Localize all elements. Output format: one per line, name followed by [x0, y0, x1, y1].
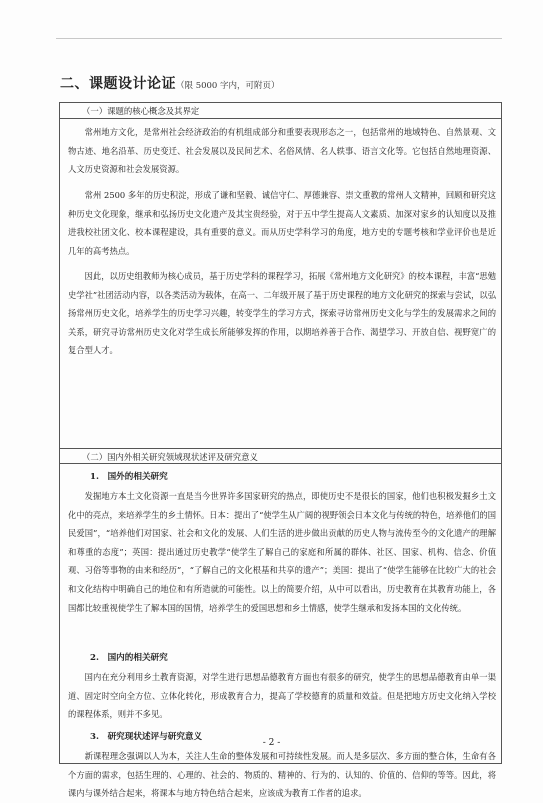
page-number: - 2 -: [262, 738, 281, 748]
section-1-paragraph-3: 因此，以历史组教师为核心成员，基于历史学科的课程学习，拓展《常州地方文化研究》的校本课程，丰富“思勉史学社”社团活动内容，以各类活动为载体，在高一、二年级开展了基于历史课程的地方文化研究的探索与尝试，以弘扬常州历史文化，培养学生的历史学习兴趣，转变学生的学习方式，探索寻访常州历史文化与学生的发展需求之间的关系，研究寻访常州历史文化对学生成长所能够发挥的作用，以期培养善于合作、渴望学习、开放自信、视野宽广的复合型人才。: [68, 271, 496, 356]
heading-title: 二、课题设计论证: [60, 76, 176, 92]
heading-note: （限 5000 字内，可附页）: [176, 81, 280, 91]
section-1-paragraph-2: 常州 2500 多年的历史积淀，形成了谦和坚毅、诚信守仁、厚德兼容、崇文重教的常州人文精神，回顾和研究这种历史文化现象，继承和弘扬历史文化遗产及其宝贵经验，对于五中学生提高人文素质、加深对家乡的认知度以及推进我校社团文化、校本课程建设，具有重要的意义。而从历史学科学习的角度，地方史的专题考核和学业评价也是近几年的高考热点。: [68, 190, 496, 256]
section-2-paragraph-review: 新课程理念强调以人为本，关注人生命的整体发展和可持续性发展。而人是多层次、多方面的整合体，生命有各个方面的需求，包括生理的、心理的、社会的、物质的、精神的、行为的、认知的、价值的、信仰的等等。因此，将课内与课外结合起来，将课本与地方特色结合起来，应该成为教育工作者的追求。: [68, 751, 496, 799]
section-1-header: （一）课题的核心概念及其界定: [60, 103, 501, 119]
section-2-paragraph-domestic: 国内在充分利用乡土教育资源，对学生进行思想品德教育方面也有很多的研究，使学生的思想品德教育由单一渠道、固定时空向全方位、立体化转化，形成教育合力，提高了学校德育的质量和效益。但是把地方历史文化纳入学校的课程体系，则并不多见。: [68, 672, 496, 720]
section-2-paragraph-foreign: 发掘地方本土文化资源一直是当今世界许多国家研究的热点，即使历史不是很长的国家，他们也积极发掘乡土文化中的亮点，来培养学生的乡土情怀。日本：提出了“使学生从广阔的视野领会日本文化与传统的特色，培养他们的国民爱国”，“培养他们对国家、社会和文化的发展、人们生活的进步做出贡献的历史人物与流传至今的文化遗产的理解和尊重的态度”；英国：提出通过历史教学“使学生了解自己的家庭和所属的群体、社区、国家、机构、信念、价值观、习俗等事物的由来和经历”，“了解自己的文化根基和共享的遗产”；美国：提出了“使学生能够在比较广大的社会和文化结构中明确自己的地位和有所造就的可能性。以上的简要介绍，从中可以看出，历史教育在其教育功能上，各国都比较重视使学生了解本国的国情，培养学生的爱国思想和乡土情感，使学生继承和发扬本国的文化传统。: [68, 491, 496, 613]
header-rule: [56, 38, 502, 39]
form-table: [59, 102, 502, 799]
section-heading: [60, 73, 280, 93]
subheading-foreign-research: 1. 国外的相关研究: [90, 472, 168, 482]
section-2-header: （二）国内外相关研究领域现状述评及研究意义: [60, 448, 501, 464]
subheading-review-significance: 3. 研究现状述评与研究意义: [90, 732, 203, 742]
subheading-domestic-research: 2. 国内的相关研究: [90, 653, 168, 663]
section-1-paragraph-1: 常州地方文化，是常州社会经济政治的有机组成部分和重要表现形态之一，包括常州的地域特色、自然景观、文物古迹、地名沿革、历史变迁、社会发展以及民间艺术、名俗风情、名人轶事、语言文化等。它包括自然地理资源、人文历史资源和社会发展资源。: [68, 127, 496, 175]
